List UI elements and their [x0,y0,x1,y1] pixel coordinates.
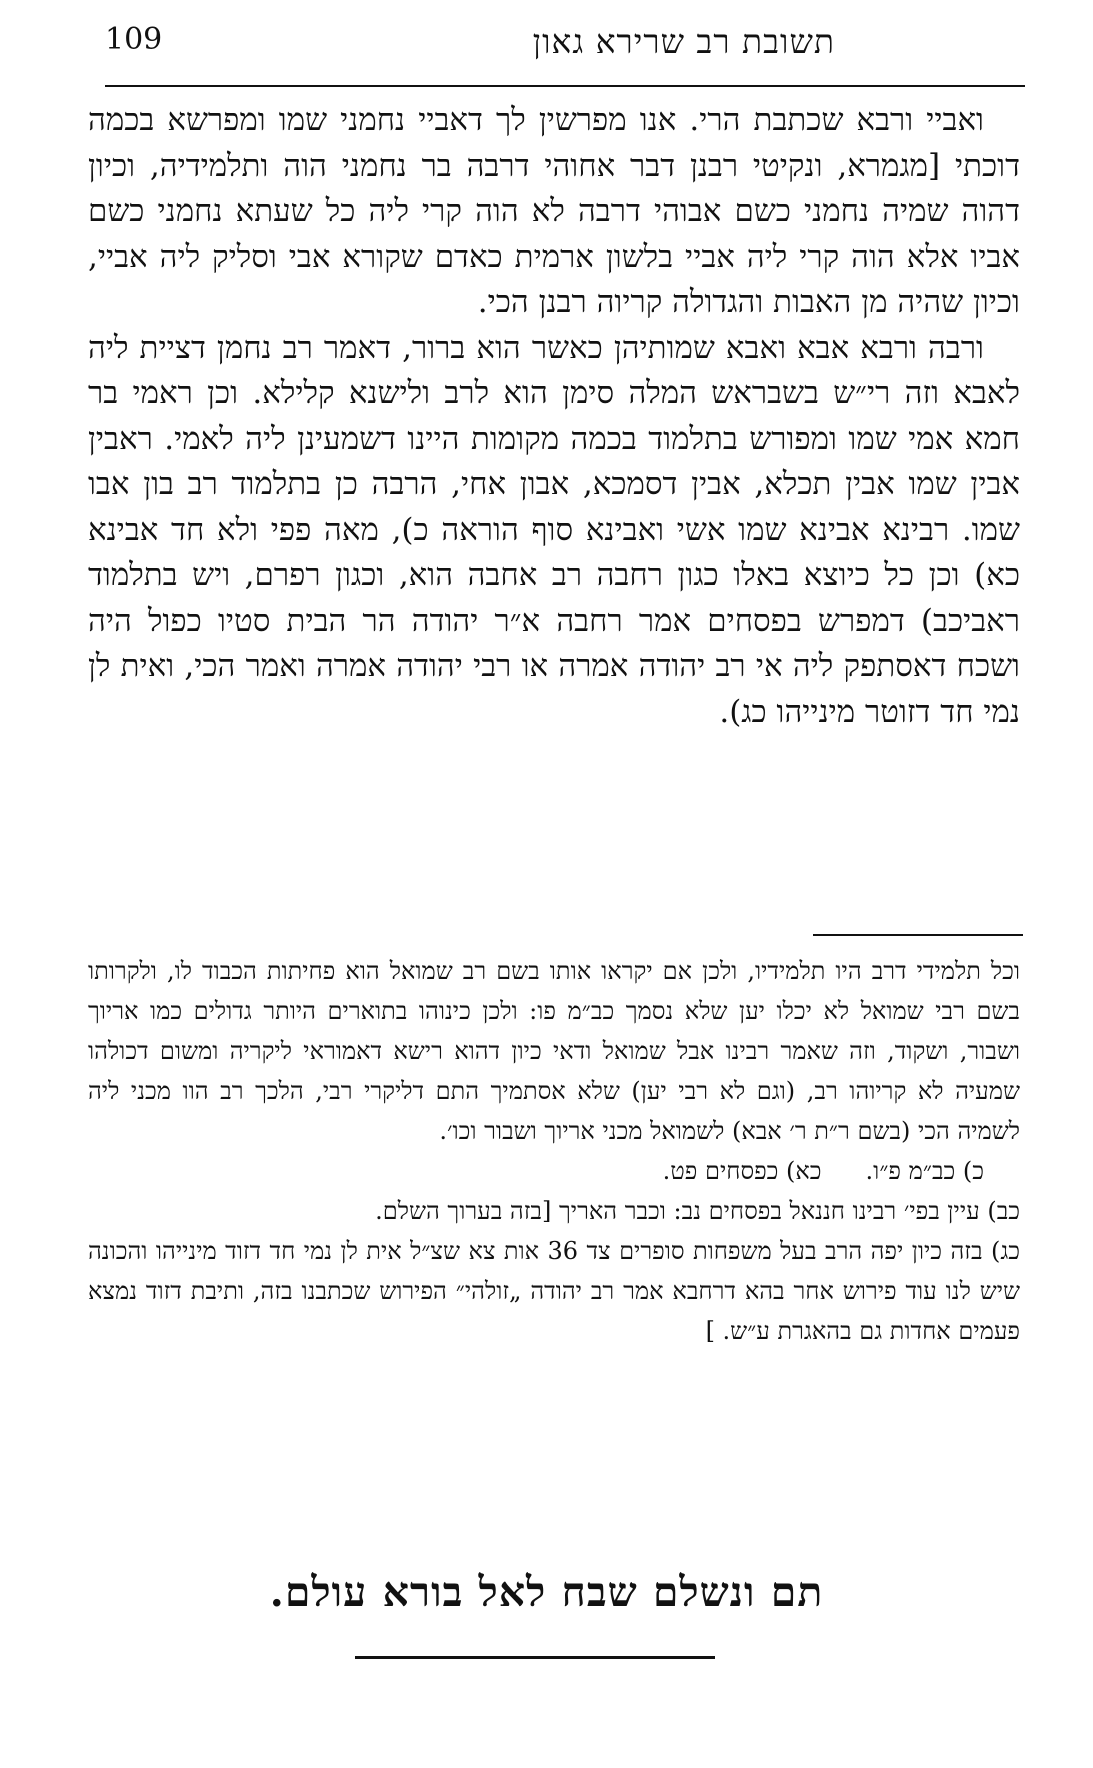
colophon: תם ונשלם שבח לאל בורא עולם. [269,1568,824,1616]
running-title: תשובת רב שרירא גאון [532,22,835,61]
footnotes [88,951,1020,1351]
end-rule [355,1656,715,1659]
footnote-21: כא) כפסחים פט. [662,1157,822,1185]
paragraph-rabbah-rava: ורבה ורבא אבא ואבא שמותיהן כאשר הוא ברור, דאמר רב נחמן דציית ליה לאבא וזה רי״ש בשבראש המלה סימן הוא לרב ולישנא קלילא. וכן ראמי בר חמא אמי שמו ומפורש בתלמוד בכמה מקומות היינו דשמעינן ליה לאמי. ראבין אבין שמו אבין תכלא, אבין דסמכא, אבון אחי, הרבה כן בתלמוד רב בון אבו שמו. רבינא אבינא שמו אשי ואבינא סוף הוראה כ), מאה פפי ולא חד אבינא כא) וכן כל כיוצא באלו כגון רחבה רב אחבה הוא, וכגון רפרם, ויש בתלמוד ראביכב) דמפרש בפסחים אמר רחבה א״ר יהודה הר הבית סטיו כפול היה ושכח דאסתפק ליה אי רב יהודה אמרה או רבי יהודה אמרה ואמר הכי, ואית לן נמי חד דזוטר מינייהו כג). [88,329,1021,730]
footnote-separator [813,934,1023,936]
footnote-22: כב) עיין בפי׳ רבינו חננאל בפסחים נב: וכבר האריך [בזה בערוך השלם. [375,1197,1020,1225]
footnote-carry-over: וכל תלמידי דרב היו תלמידיו, ולכן אם יקראו אותו בשם רב שמואל הוא פחיתות הכבוד לו, ולקרותו בשם רבי שמואל לא יכלו יען שלא נסמך כב״מ פו: ולכן כינוהו בתוארים היותר גדולים כמו אריוך ושבור, ושקוד, וזה שאמר רבינו אבל שמואל ודאי כיון דהוא רישא דאמוראי ליקריה ומשום דכולהו שמעיה לא קריוהו רב, (וגם לא רבי יען) שלא אסתמיך התם דליקרי רבי, הלכך רב הוו מכני ליה לשמיה הכי (בשם ר״ת ר׳ אבא) לשמואל מכני אריוך ושבור וכו׳. [88,957,1020,1145]
paragraph-abaye-rava: ואביי ורבא שכתבת הרי. אנו מפרשין לך דאביי נחמני שמו ומפרשא בכמה דוכתי [מגמרא, ונקיטי רבנן דבר אחוהי דרבה בר נחמני הוה ותלמידיה, וכיון דהוה שמיה נחמני כשם אבוהי דרבה לא הוה קרי ליה כל שעתא נחמני כשם אביו אלא הוה קרי ליה אביי בלשון ארמית כאדם שקורא אבי וסליק ליה אביי, וכיון שהיה מן האבות והגדולה קריוה רבנן הכי. [88,102,1020,320]
page-number: 109 [105,22,163,57]
footnote-20: כ) כב״מ פ״ו. [865,1157,984,1185]
footnote-23: כג) בזה כיון יפה הרב בעל משפחות סופרים צד 36 אות צא שצ״ל אית לן נמי חד דזוד מינייהו והכונה שיש לנו עוד פירוש אחר בהא דרחבא אמר רב יהודה „זולהי״ הפירוש שכתבנו בזה, ותיבת דזוד נמצא פעמים אחדות גם בהאגרת ע״ש. ] [88,1237,1020,1345]
running-head [105,22,1025,72]
header-rule [105,85,1025,87]
footnotes-20-21 [88,1151,1020,1191]
main-text [88,98,1020,735]
